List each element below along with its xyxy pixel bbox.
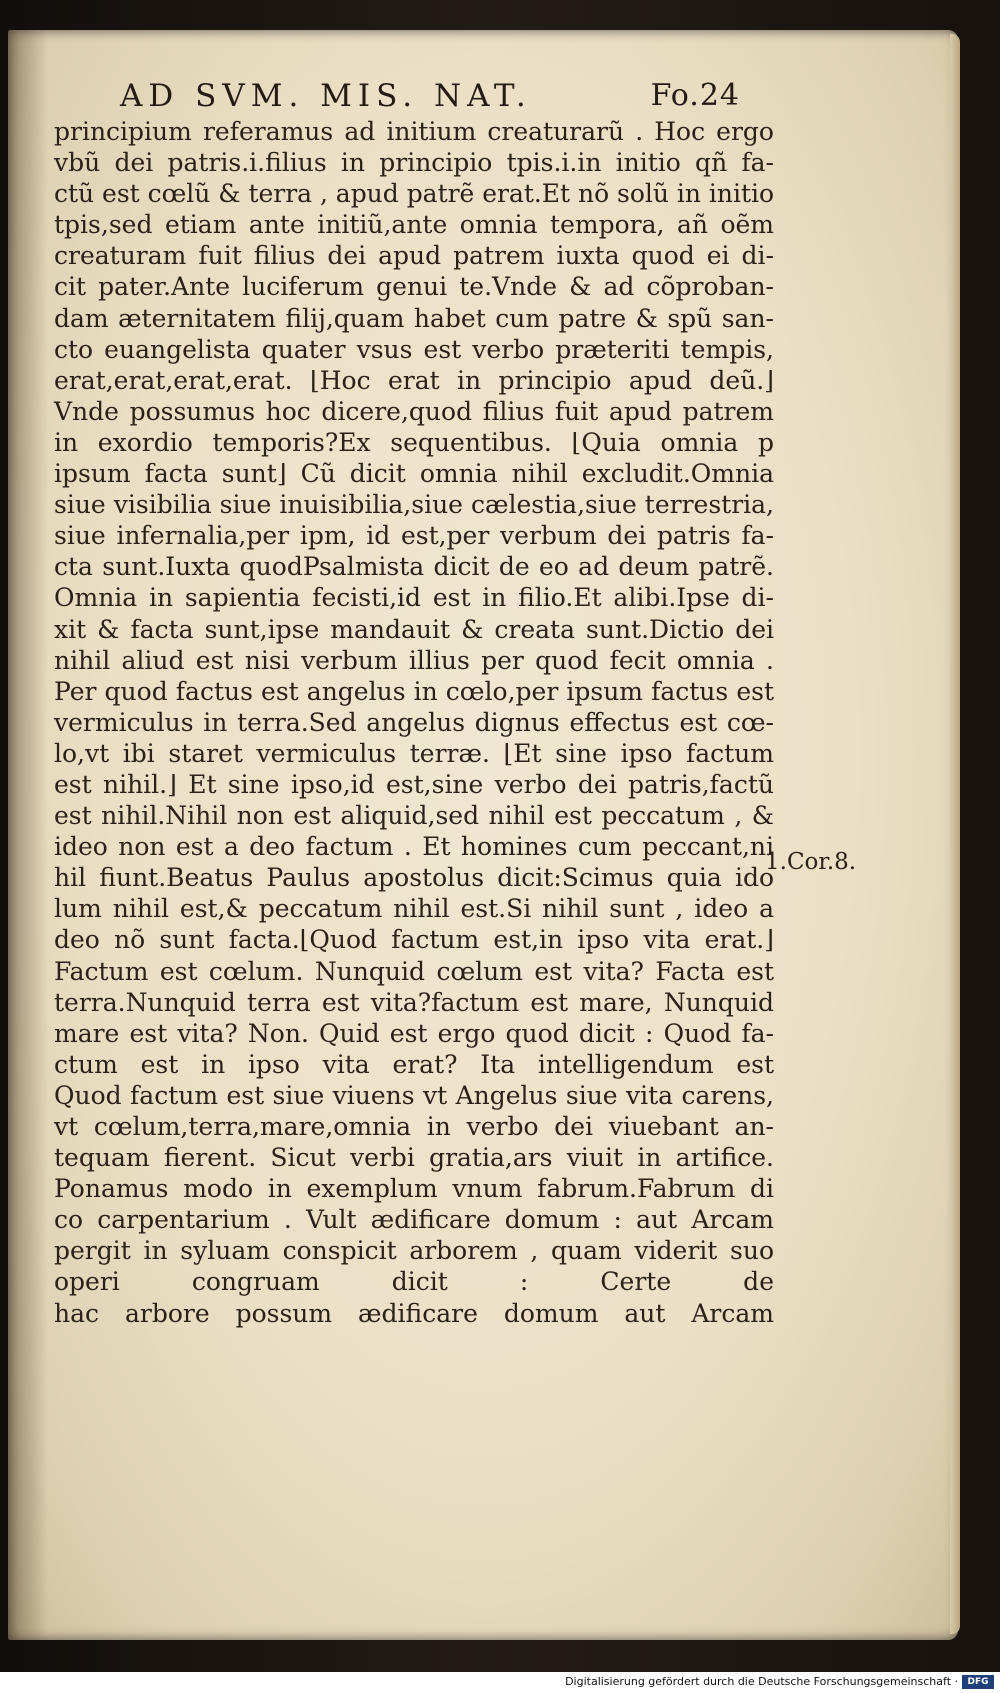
- text-line: lo,vt ibi staret vermiculus terræ. ⌊Et sine ipso factum: [54, 738, 774, 768]
- text-line: terra.Nunquid terra est vita?factum est mare, Nunquid: [54, 987, 774, 1017]
- text-line: Vnde possumus hoc dicere,quod filius fuit apud patrem: [54, 396, 774, 426]
- body-text: [54, 116, 774, 1329]
- text-line: lum nihil est,& peccatum nihil est.Si nihil sunt , ideo a: [54, 894, 774, 924]
- text-line: vermiculus in terra.Sed angelus dignus effectus est cœ-: [54, 707, 774, 737]
- folio-number: Fo.24: [650, 78, 740, 113]
- footer-bar: [0, 1672, 1000, 1693]
- text-line: erat,erat,erat,erat. ⌊Hoc erat in principio apud deũ.⌋: [54, 365, 774, 395]
- text-line: ipsum facta sunt⌋ Cũ dicit omnia nihil excludit.Omnia: [54, 459, 774, 489]
- marginal-note: 1.Cor.8.: [765, 849, 857, 875]
- text-line: co carpentarium . Vult ædificare domum : aut Arcam: [54, 1205, 774, 1235]
- text-line: siue visibilia siue inuisibilia,siue cælestia,siue terrestria,: [54, 490, 774, 520]
- text-line: Per quod factus est angelus in cœlo,per ipsum factus est: [54, 676, 774, 706]
- text-line: Ponamus modo in exemplum vnum fabrum.Fabrum di: [54, 1174, 774, 1204]
- text-line: creaturam fuit filius dei apud patrem iuxta quod ei di-: [54, 241, 774, 271]
- text-line: deo nõ sunt facta.⌊Quod factum est,in ipso vita erat.⌋: [54, 925, 774, 955]
- spine-shadow: [8, 30, 48, 1640]
- text-line: cit pater.Ante luciferum genui te.Vnde & ad cõproban-: [54, 272, 774, 302]
- text-line: ctũ est cœlũ & terra , apud patrẽ erat.Et nõ solũ in initio: [54, 179, 774, 209]
- text-line: cta sunt.Iuxta quodPsalmista dicit de eo ad deum patrẽ.: [54, 552, 774, 582]
- text-line: vt cœlum,terra,mare,omnia in verbo dei viuebant an-: [54, 1112, 774, 1141]
- text-line: operi congruam dicit : Certe de: [54, 1267, 774, 1297]
- text-line: xit & facta sunt,ipse mandauit & creata sunt.Dictio dei: [54, 614, 774, 644]
- text-line: pergit in syluam conspicit arborem , quam viderit suo: [54, 1236, 774, 1266]
- text-line: tequam fierent. Sicut verbi gratia,ars viuit in artifice.: [54, 1143, 774, 1173]
- running-head-title: AD SVM. MIS. NAT.: [120, 78, 532, 114]
- text-line: tpis,sed etiam ante initiũ,ante omnia tempora, añ oẽm: [54, 210, 774, 240]
- text-line: dam æternitatem filij,quam habet cum patre & spũ san-: [54, 303, 774, 333]
- running-head: [120, 78, 740, 118]
- funding-credit: Digitalisierung gefördert durch die Deutsche Forschungsgemeinschaft ·: [565, 1675, 958, 1688]
- text-line: cto euangelista quater vsus est verbo præteriti tempis,: [54, 334, 774, 364]
- text-line: ideo non est a deo factum . Et homines cum peccant,ni: [54, 832, 774, 862]
- text-line: mare est vita? Non. Quid est ergo quod dicit : Quod fa-: [54, 1018, 774, 1048]
- text-line: Factum est cœlum. Nunquid cœlum est vita? Facta est: [54, 956, 774, 986]
- text-line: est nihil.Nihil non est aliquid,sed nihil est peccatum , &: [54, 801, 774, 831]
- text-line: vbũ dei patris.i.filius in principio tpis.i.in initio qñ fa-: [54, 148, 774, 178]
- text-line: hil fiunt.Beatus Paulus apostolus dicit:Scimus quia ido: [54, 863, 774, 893]
- text-line: hac arbore possum ædificare domum aut Arcam: [54, 1298, 774, 1328]
- text-line: ctum est in ipso vita erat? Ita intelligendum est: [54, 1049, 774, 1079]
- text-line: Quod factum est siue viuens vt Angelus siue vita carens,: [54, 1080, 774, 1110]
- text-line: est nihil.⌋ Et sine ipso,id est,sine verbo dei patris,factũ: [54, 769, 774, 799]
- page-fore-edge: [950, 34, 960, 1634]
- text-line: Omnia in sapientia fecisti,id est in filio.Et alibi.Ipse di-: [54, 583, 774, 613]
- text-line: nihil aliud est nisi verbum illius per quod fecit omnia .: [54, 645, 774, 675]
- text-line: siue infernalia,per ipm, id est,per verbum dei patris fa-: [54, 521, 774, 551]
- text-line: principium referamus ad initium creaturarũ . Hoc ergo: [54, 117, 774, 146]
- dfg-logo: DFG: [962, 1675, 994, 1689]
- text-line: in exordio temporis?Ex sequentibus. ⌊Quia omnia p: [54, 427, 774, 457]
